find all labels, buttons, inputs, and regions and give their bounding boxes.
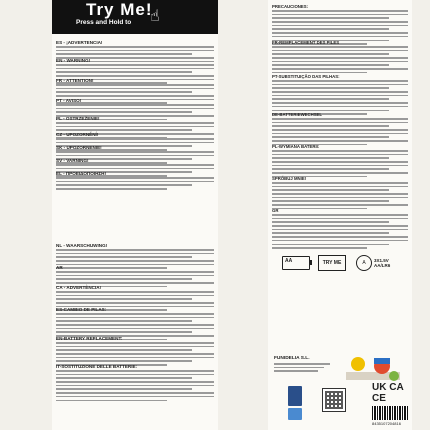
paragraph-label: PL - OSTRZEŻENIE!	[56, 116, 100, 121]
paragraph-label: DE-BATTERIEWECHSEL	[272, 112, 323, 117]
instruction-sheet-left	[52, 0, 218, 430]
paragraph-label: FR - ATTENTION!	[56, 78, 94, 83]
paragraph-label: SV - VARNING!	[56, 158, 89, 163]
company-name: FUNIDELIA S.L.	[274, 356, 310, 361]
paragraph-label: EN-BATTERY REPLACEMENT:	[56, 336, 123, 341]
text-paragraph	[272, 208, 408, 251]
text-paragraph	[272, 144, 408, 180]
text-paragraph	[272, 176, 408, 212]
try-me-title: Try Me!	[86, 0, 153, 19]
pointing-hand-icon: ☝	[150, 8, 160, 25]
paragraph-label: PRECAUCIONES:	[272, 4, 309, 9]
text-paragraph	[272, 74, 408, 117]
battery-icon: AA	[282, 256, 310, 270]
paragraph-label: SPRÓBUJ MNIE!	[272, 176, 307, 181]
coin-battery-desc: 3X1.5V AA/LR6	[374, 258, 391, 268]
text-paragraph	[272, 40, 408, 76]
instruction-sheet-right	[268, 0, 412, 430]
paragraph-label: PT-SUBSTITUIÇÃO DAS PILHAS:	[272, 74, 340, 79]
paragraph-label: FR-REMPLACEMENT DES PILES	[272, 40, 340, 45]
text-paragraph	[56, 364, 214, 403]
barcode-number: 8435107204816	[372, 421, 401, 426]
try-me-pictogram: TRY ME	[318, 255, 346, 271]
paragraph-label: SK - UPOZORNENIE!	[56, 145, 102, 150]
paragraph-label: ES - ¡ADVERTENCIA!	[56, 40, 103, 45]
manual-icon	[288, 386, 302, 406]
qr-code	[322, 388, 346, 412]
text-paragraph	[272, 112, 408, 148]
paragraph-label: EL - ΠΡΟΕΙΔΟΠΟΙΗΣΗ!	[56, 171, 107, 176]
paragraph-label: GR	[272, 208, 279, 213]
try-me-banner	[52, 0, 218, 34]
text-paragraph	[56, 171, 214, 192]
paragraph-label: ES-CAMBIO DE PILAS:	[56, 307, 107, 312]
company-block	[274, 356, 334, 376]
paragraph-label: CZ - UPOZORNĚNÍ!	[56, 132, 99, 137]
paragraph-label: PL-WYMIANA BATERII:	[272, 144, 320, 149]
paragraph-label: NL - WAARSCHUWING!	[56, 243, 108, 248]
barcode	[372, 406, 408, 420]
try-me-subtitle: Press and Hold to	[76, 19, 132, 26]
paragraph-label: AR	[56, 265, 63, 270]
ukca-ce-marks: UK CA CE	[372, 382, 404, 404]
paragraph-label: CA - ADVERTÈNCIA!	[56, 285, 102, 290]
recycling-icon	[288, 408, 302, 420]
coin-battery-icon: A	[356, 255, 372, 271]
pictogram-row	[274, 252, 404, 276]
paragraph-label: EN - WARNING!	[56, 58, 91, 63]
paragraph-label: PT - AVISO!	[56, 98, 82, 103]
paragraph-label: IT-SOSTITUZIONE DELLE BATTERIE:	[56, 364, 138, 369]
